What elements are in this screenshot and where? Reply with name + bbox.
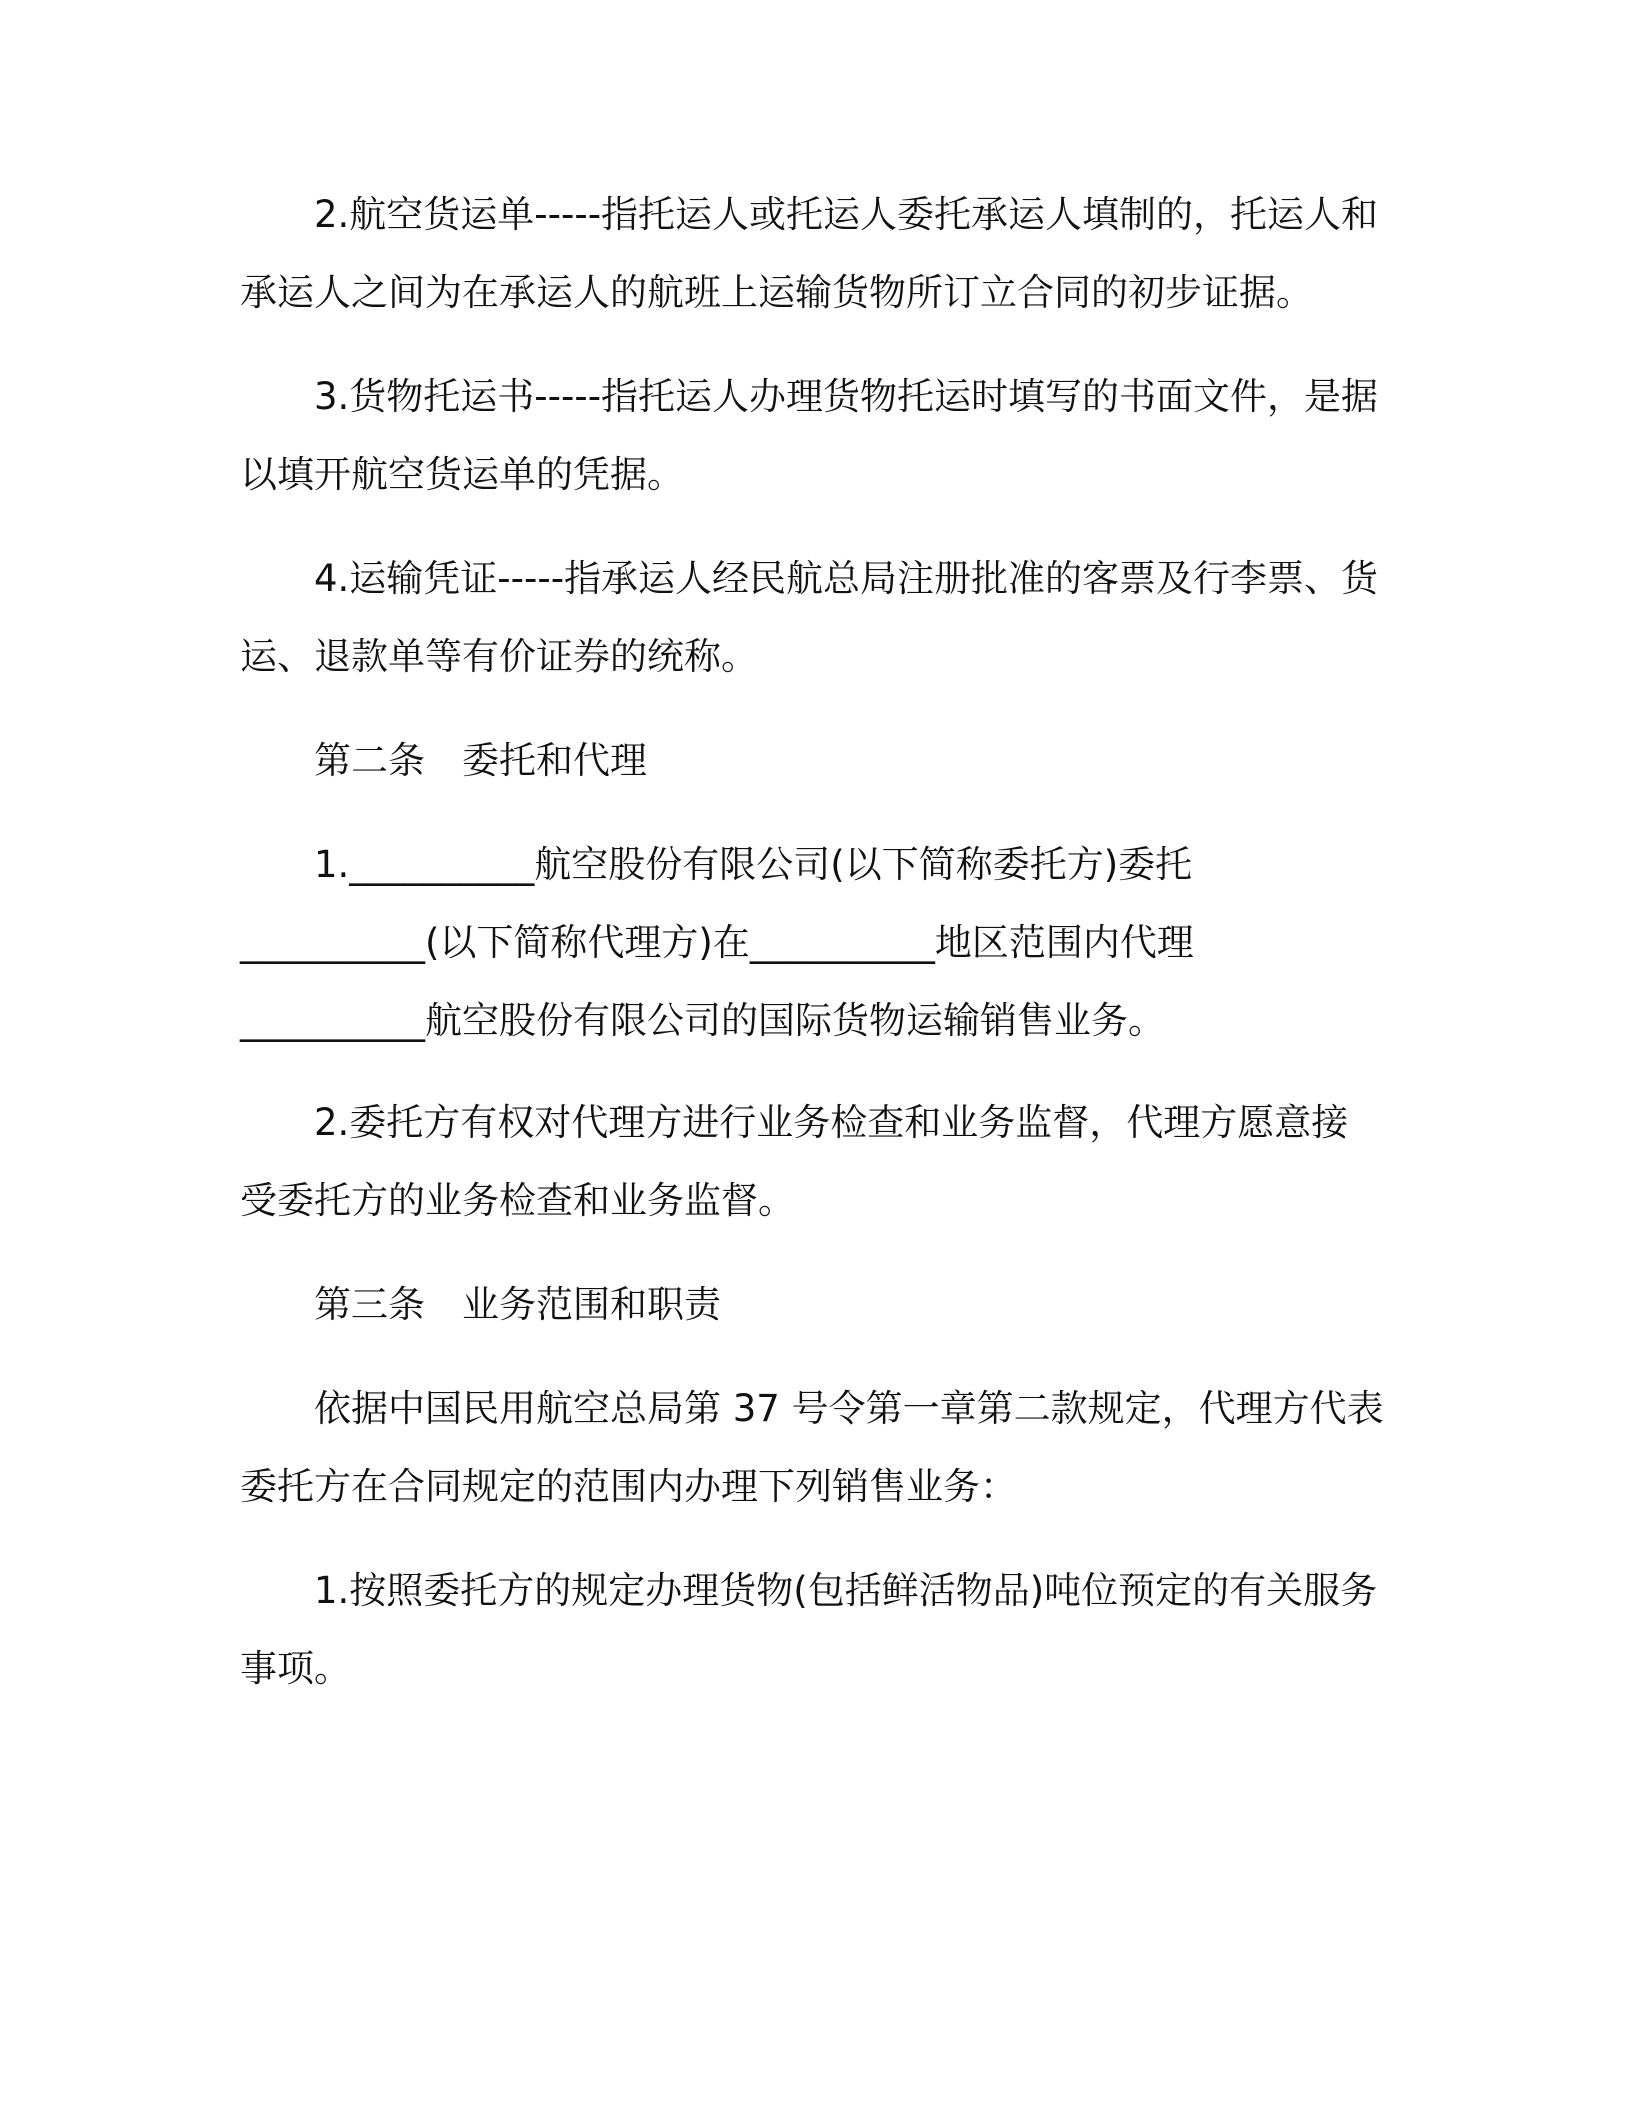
paragraph-article-2-clause-2 xyxy=(240,1084,1390,1240)
text-line: 运、退款单等有价证券的统称。 xyxy=(240,635,758,678)
article-3-heading xyxy=(240,1266,1390,1344)
text-line: 委托方在合同规定的范围内办理下列销售业务： xyxy=(240,1465,1017,1508)
text-line: __________(以下简称代理方)在__________地区范围内代理 xyxy=(240,921,1194,964)
text-line: 受委托方的业务检查和业务监督。 xyxy=(240,1179,795,1222)
text-line: 事项。 xyxy=(240,1647,351,1690)
text-line: 2.委托方有权对代理方进行业务检查和业务监督，代理方愿意接 xyxy=(314,1101,1349,1144)
text-line: 1.按照委托方的规定办理货物(包括鲜活物品)吨位预定的有关服务 xyxy=(314,1569,1378,1612)
paragraph-article-3-intro xyxy=(240,1370,1390,1526)
text-line: 1.__________航空股份有限公司(以下简称委托方)委托 xyxy=(314,843,1193,886)
text-line: __________航空股份有限公司的国际货物运输销售业务。 xyxy=(240,999,1165,1042)
text-line: 依据中国民用航空总局第 37 号令第一章第二款规定，代理方代表 xyxy=(314,1387,1384,1430)
text-line: 以填开航空货运单的凭据。 xyxy=(240,453,684,496)
paragraph-air-waybill-definition xyxy=(240,176,1390,332)
paragraph-article-2-clause-1 xyxy=(240,826,1390,1060)
text-line: 3.货物托运书-----指托运人办理货物托运时填写的书面文件，是据 xyxy=(314,375,1379,418)
paragraph-transport-voucher-definition xyxy=(240,540,1390,696)
text-line: 承运人之间为在承运人的航班上运输货物所订立合同的初步证据。 xyxy=(240,271,1313,314)
section-heading: 第二条 委托和代理 xyxy=(314,739,647,782)
text-line: 4.运输凭证-----指承运人经民航总局注册批准的客票及行李票、货 xyxy=(314,557,1379,600)
section-heading: 第三条 业务范围和职责 xyxy=(314,1283,721,1326)
text-line: 2.航空货运单-----指托运人或托运人委托承运人填制的，托运人和 xyxy=(314,193,1379,236)
paragraph-consignment-note-definition xyxy=(240,358,1390,514)
paragraph-article-3-clause-1 xyxy=(240,1552,1390,1708)
article-2-heading xyxy=(240,722,1390,800)
